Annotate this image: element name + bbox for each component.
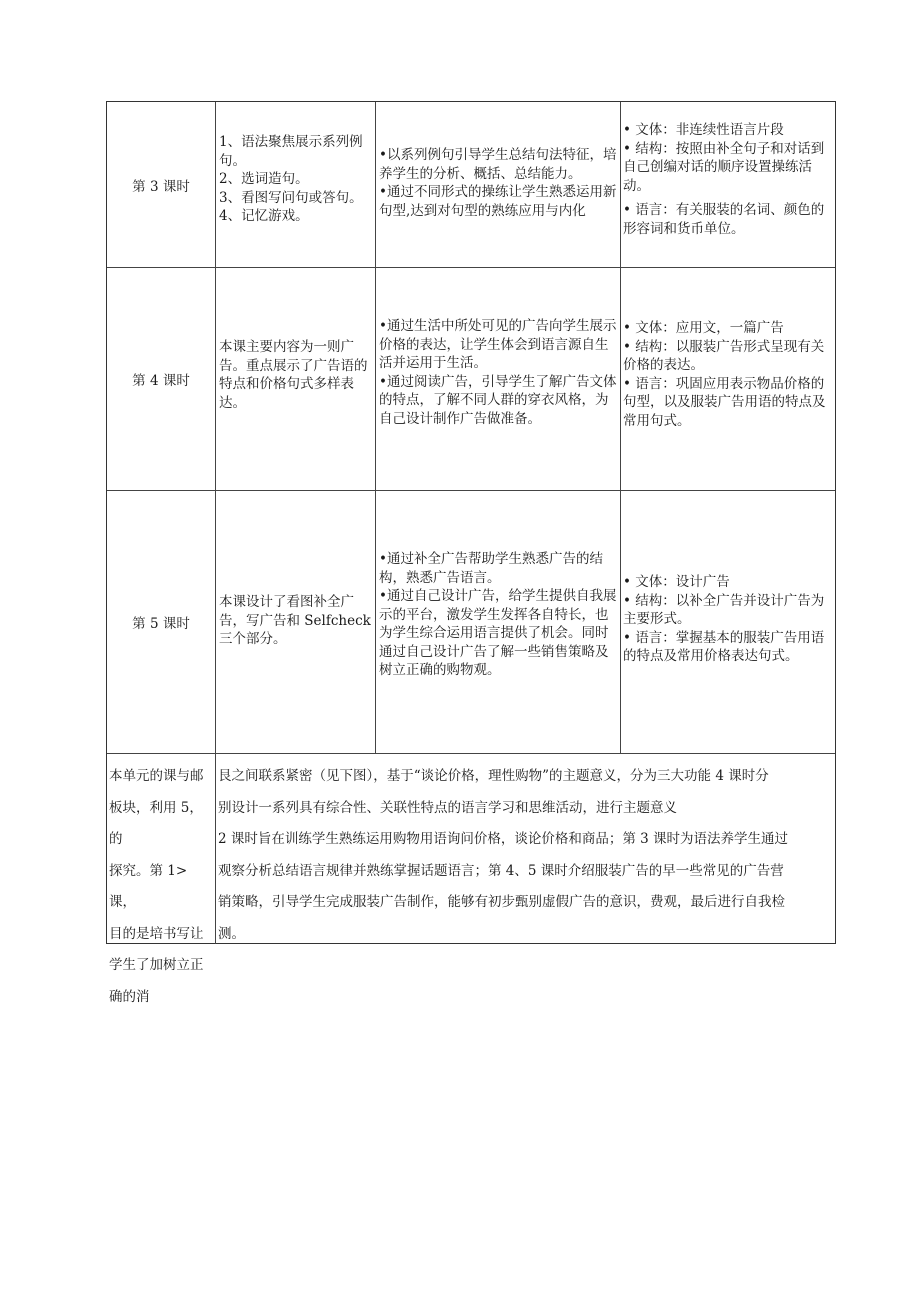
lesson-label: 第 3 课时 bbox=[132, 178, 190, 195]
analysis-item: • 语言：有关服装的名词、颜色的形容词和货币单位。 bbox=[623, 202, 825, 237]
content-cell bbox=[216, 102, 376, 267]
table-row bbox=[107, 267, 835, 491]
summary-line: 测。 bbox=[218, 925, 245, 942]
goal-item: •通过生活中所处可见的广告向学生展示价格的表达，让学生体会到语言源自生活并运用于生活。 bbox=[379, 318, 617, 371]
summary-left-line: 学生了加树立正 bbox=[109, 957, 204, 973]
lesson-label: 第 5 课时 bbox=[132, 615, 190, 632]
analysis-item: • 文体：非连续性语言片段 bbox=[623, 122, 784, 138]
analysis-item: • 语言：掌握基本的服装广告用语的特点及常用价格表达句式。 bbox=[623, 629, 825, 664]
summary-right-cell bbox=[216, 753, 835, 944]
analysis-item: • 结构：以服装广告形式呈现有关价格的表达。 bbox=[623, 338, 825, 373]
content-item: 本课主要内容为一则广告。重点展示了广告语的特点和价格句式多样表达。 bbox=[219, 339, 368, 411]
summary-left-line: 本单元的课与邮 bbox=[109, 768, 204, 784]
goal-item: •通过补全广告帮助学生熟悉广告的结构，熟悉广告语言。 bbox=[379, 551, 603, 586]
lesson-cell bbox=[107, 267, 216, 490]
summary-left-line: 板块，利用 5，的 bbox=[109, 799, 203, 847]
summary-left-cell bbox=[107, 753, 216, 1005]
summary-line: 观察分析总结语言规律并熟练掌握话题语言；第 4、5 课时介绍服装广告的早一些常见的广告营 bbox=[218, 862, 784, 879]
analysis-item: • 文体：设计广告 bbox=[623, 574, 730, 590]
goal-item: •以系列例句引导学生总结句法特征，培养学生的分析、概括、总结能力。 bbox=[379, 147, 617, 182]
content-item: 2、选词造句。 bbox=[219, 171, 309, 187]
summary-left-line: 探究。第 1>课， bbox=[109, 862, 188, 910]
analysis-cell bbox=[621, 490, 835, 753]
goals-cell bbox=[376, 102, 621, 267]
content-cell bbox=[216, 490, 376, 753]
analysis-cell bbox=[621, 267, 835, 490]
summary-line: 别设计一系列具有综合性、关联性特点的语言学习和思维活动，进行主题意义 bbox=[218, 799, 677, 816]
summary-line: 艮之间联系紧密（见下图），基于“谈论价格，理性购物”的主题意义，分为三大功能 4 课时分 bbox=[218, 768, 769, 784]
table-row bbox=[107, 102, 835, 268]
lesson-label: 第 4 课时 bbox=[132, 372, 190, 389]
analysis-item: • 结构：按照由补全句子和对话到自己创编对话的顺序设置操练活动。 bbox=[623, 140, 825, 194]
content-item: 1、语法聚焦展示系列例句。 bbox=[219, 134, 363, 169]
analysis-item: • 结构：以补全广告并设计广告为主要形式。 bbox=[623, 592, 825, 627]
content-item: 4、记忆游戏。 bbox=[219, 208, 309, 224]
lesson-cell bbox=[107, 102, 216, 267]
goals-cell bbox=[376, 490, 621, 753]
analysis-cell bbox=[621, 102, 835, 267]
summary-left-line: 目的是培书写让 bbox=[109, 925, 204, 942]
content-item: 3、看图写问句或答句。 bbox=[219, 189, 363, 206]
summary-left-line: 确的消 bbox=[109, 988, 150, 1005]
goals-cell bbox=[376, 267, 621, 490]
table-row bbox=[107, 490, 835, 754]
lesson-cell bbox=[107, 490, 216, 753]
analysis-item: • 语言：巩固应用表示物品价格的句型，以及服装广告用语的特点及常用句式。 bbox=[623, 375, 826, 429]
analysis-item: • 文体：应用文，一篇广告 bbox=[623, 320, 784, 336]
goal-item: •通过不同形式的操练让学生熟悉运用新句型,达到对句型的熟练应用与内化 bbox=[379, 184, 617, 219]
goal-item: •通过阅读广告，引导学生了解广告文体的特点，了解不同人群的穿衣风格，为自己设计制作广告做准备。 bbox=[379, 373, 617, 427]
goal-item: •通过自己设计广告，给学生提供自我展示的平台，激发学生发挥各自特长，也为学生综合运用语言提供了机会。同时通过自己设计广告了解一些销售策略及树立正确的购物观。 bbox=[379, 588, 617, 678]
summary-line: 2 课时旨在训练学生熟练运用购物用语询问价格，谈论价格和商品；第 3 课时为语法养学生通过 bbox=[218, 831, 789, 847]
content-item: 本课设计了看图补全广告，写广告和 Selfcheck 三个部分。 bbox=[219, 594, 371, 647]
summary-row bbox=[107, 753, 835, 1005]
summary-line: 销策略，引导学生完成服装广告制作，能够有初步甄别虚假广告的意识，费观，最后进行自我检 bbox=[218, 894, 785, 910]
content-cell bbox=[216, 267, 376, 490]
lesson-plan-table bbox=[106, 101, 836, 1005]
